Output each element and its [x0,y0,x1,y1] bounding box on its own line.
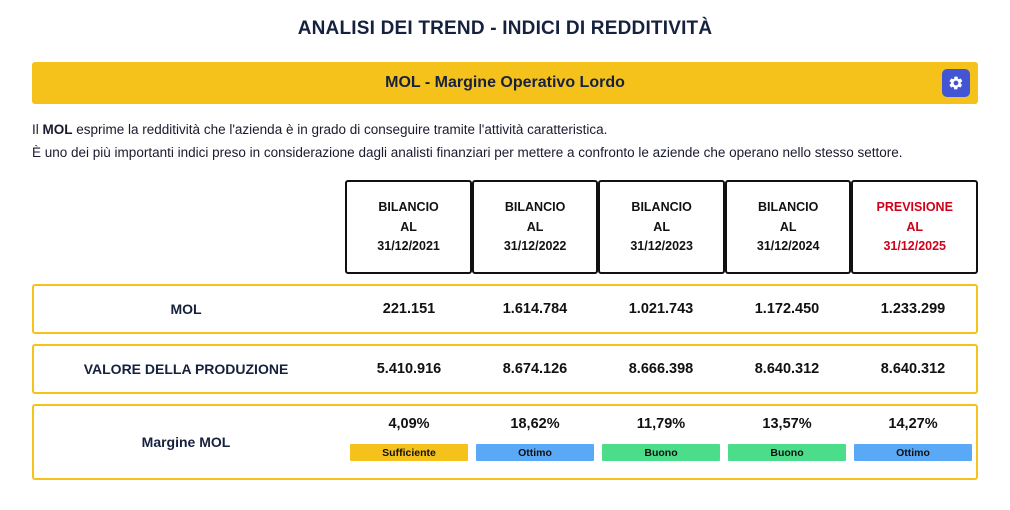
column-header-line2: AL [653,219,670,234]
row-spacer [32,334,978,344]
row-value: 13,57% [762,416,812,433]
column-header-date: 31/12/2024 [756,239,820,254]
column-header-line2: AL [906,219,924,234]
column-header-date: 31/12/2022 [503,239,567,254]
page-title: ANALISI DEI TREND - INDICI DI REDDITIVITÀ [297,18,713,39]
row-value: 14,27% [888,416,938,433]
table-row [32,404,978,480]
column-header-cell-forecast [851,180,978,274]
indices-table-wrap [32,180,978,480]
row-box [32,404,978,480]
row-label: VALORE DELLA PRODUZIONE [83,361,289,378]
column-header-cell [345,180,472,274]
row-box [32,284,978,334]
status-badge: Buono [602,444,720,461]
column-header-line1: BILANCIO [757,200,819,215]
column-header-box [472,180,599,274]
row-value-cell [724,406,850,478]
indices-table [32,180,978,480]
column-header-date: 31/12/2025 [883,239,946,254]
row-box [32,344,978,394]
description-text-pre: Il [32,122,43,137]
column-header-line1: BILANCIO [631,200,692,215]
column-header-line2: AL [400,219,417,234]
column-header-cell [725,180,852,274]
row-value: 18,62% [510,416,560,433]
column-header-cell [472,180,599,274]
column-header-line1: BILANCIO [504,200,566,215]
column-header-line1: PREVISIONE [876,200,953,215]
gear-icon [948,75,964,91]
row-value: 1.172.450 [754,301,820,318]
row-label: Margine MOL [141,434,231,451]
table-row [32,344,978,394]
row-value: 8.666.398 [628,361,694,378]
row-mol [32,284,978,334]
description-line-2: È uno dei più importanti indici preso in considerazione dagli analisti finanziari per mettere a confronto le aziende che operano nello stesso settore. [32,145,903,161]
column-header-box [725,180,852,274]
column-header-box [851,180,978,274]
table-row [32,284,978,334]
status-badge: Buono [728,444,846,461]
row-value: 11,79% [636,416,686,433]
row-value-cell [850,406,976,478]
row-value: 1.614.784 [502,301,568,318]
section-banner [32,62,978,104]
column-header-line1: BILANCIO [378,200,439,215]
row-spacer [32,274,978,284]
row-valore-produzione [32,344,978,394]
row-value: 1.021.743 [628,301,694,318]
description-keyword: MOL [42,122,73,137]
description-text-post: esprime la redditività che l'azienda è in grado di conseguire tramite l'attività caratteristica. [72,122,608,137]
column-header-date: 31/12/2021 [377,239,440,254]
row-value-cell [598,406,724,478]
row-value: 8.674.126 [502,361,568,378]
row-value: 4,09% [388,416,430,433]
row-spacer [32,394,978,404]
column-header-box [598,180,725,274]
row-value: 1.233.299 [880,301,946,318]
row-content [34,346,976,392]
row-content [34,406,976,478]
status-badge: Sufficiente [350,444,468,461]
section-title: MOL - Margine Operativo Lordo [385,74,625,91]
header-empty-cell [32,180,345,274]
row-value: 8.640.312 [754,361,820,378]
description-line-1 [32,118,978,141]
row-content [34,286,976,332]
row-value: 221.151 [382,301,436,318]
row-value: 8.640.312 [880,361,946,378]
row-margine-mol [32,404,978,480]
section-description [32,118,978,164]
column-header-date: 31/12/2023 [630,239,693,254]
row-value-cell [472,406,598,478]
table-header-row [32,180,978,274]
column-header-cell [598,180,725,274]
row-value-cell [346,406,472,478]
row-value: 5.410.916 [376,361,442,378]
status-badge: Ottimo [476,444,594,461]
column-header-box [345,180,472,274]
settings-button[interactable] [942,69,970,97]
row-label: MOL [170,301,202,318]
column-header-line2: AL [779,219,797,234]
status-badge: Ottimo [854,444,972,461]
column-header-line2: AL [526,219,544,234]
